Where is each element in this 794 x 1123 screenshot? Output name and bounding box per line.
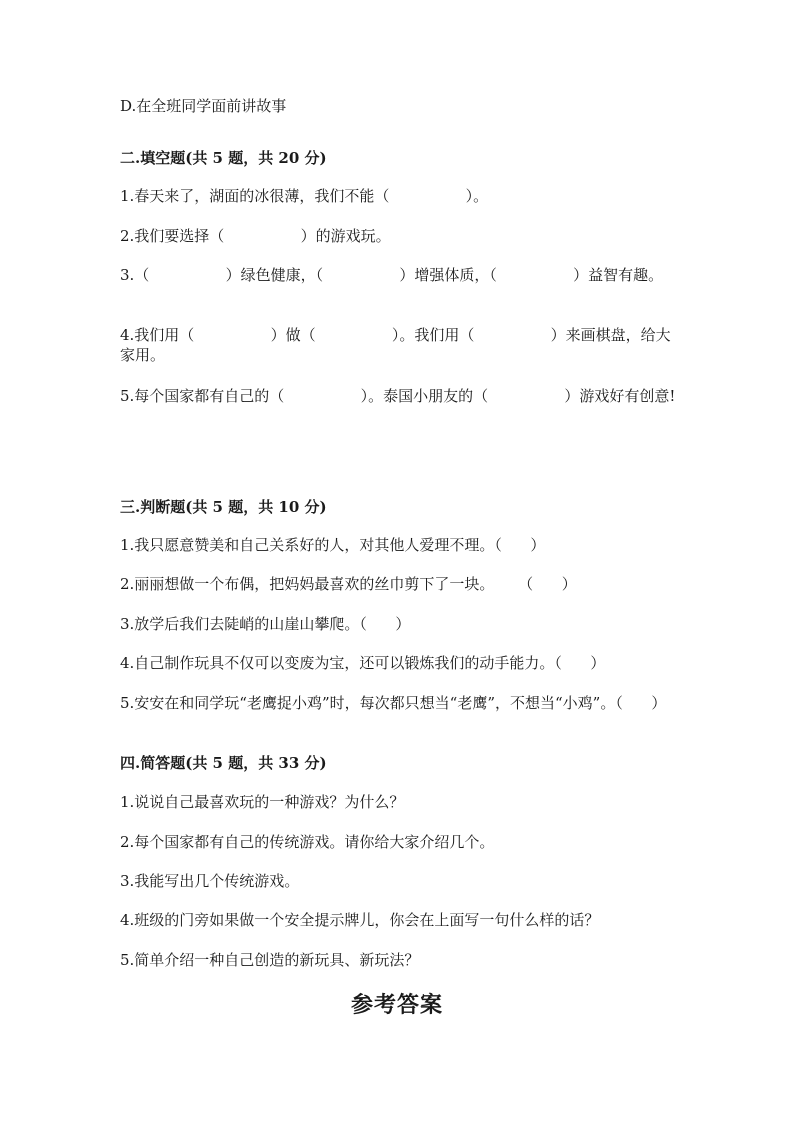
section2-heading: 二.填空题(共 5 题，共 20 分) xyxy=(120,149,327,167)
short-item-3: 3.我能写出几个传统游戏。 xyxy=(120,872,300,890)
section3-heading: 三.判断题(共 5 题，共 10 分) xyxy=(120,498,327,516)
fill-item-2: 2.我们要选择（ ）的游戏玩。 xyxy=(120,227,391,245)
judge-item-1: 1.我只愿意赞美和自己关系好的人，对其他人爱理不理。（ ） xyxy=(120,536,546,554)
judge-item-5: 5.安安在和同学玩“老鹰捉小鸡”时，每次都只想当“老鹰”，不想当“小鸡”。（ ） xyxy=(120,694,667,712)
fill-item-5: 5.每个国家都有自己的（ ）。泰国小朋友的（ ）游戏好有创意! xyxy=(120,387,676,405)
short-item-2: 2.每个国家都有自己的传统游戏。请你给大家介绍几个。 xyxy=(120,833,495,851)
fill-item-1: 1.春天来了，湖面的冰很薄，我们不能（ ）。 xyxy=(120,187,489,205)
judge-item-2: 2.丽丽想做一个布偶，把妈妈最喜欢的丝巾剪下了一块。 （ ） xyxy=(120,575,577,593)
judge-item-4: 4.自己制作玩具不仅可以变废为宝，还可以锻炼我们的动手能力。（ ） xyxy=(120,654,606,672)
short-item-5: 5.简单介绍一种自己创造的新玩具、新玩法？ xyxy=(120,951,420,969)
short-item-1: 1.说说自己最喜欢玩的一种游戏？为什么？ xyxy=(120,793,405,811)
fill-item-4: 4.我们用（ ）做（ ）。我们用（ ）来画棋盘，给大家用。 xyxy=(120,326,671,364)
fill-item-3: 3.（ ）绿色健康，（ ）增强体质，（ ）益智有趣。 xyxy=(120,266,664,284)
answer-title: 参考答案 xyxy=(350,992,443,1018)
short-item-4: 4.班级的门旁如果做一个安全提示牌儿，你会在上面写一句什么样的话？ xyxy=(120,911,600,929)
option-d: D.在全班同学面前讲故事 xyxy=(120,97,287,115)
section4-heading: 四.简答题(共 5 题，共 33 分) xyxy=(120,754,327,772)
judge-item-3: 3.放学后我们去陡峭的山崖山攀爬。（ ） xyxy=(120,615,411,633)
